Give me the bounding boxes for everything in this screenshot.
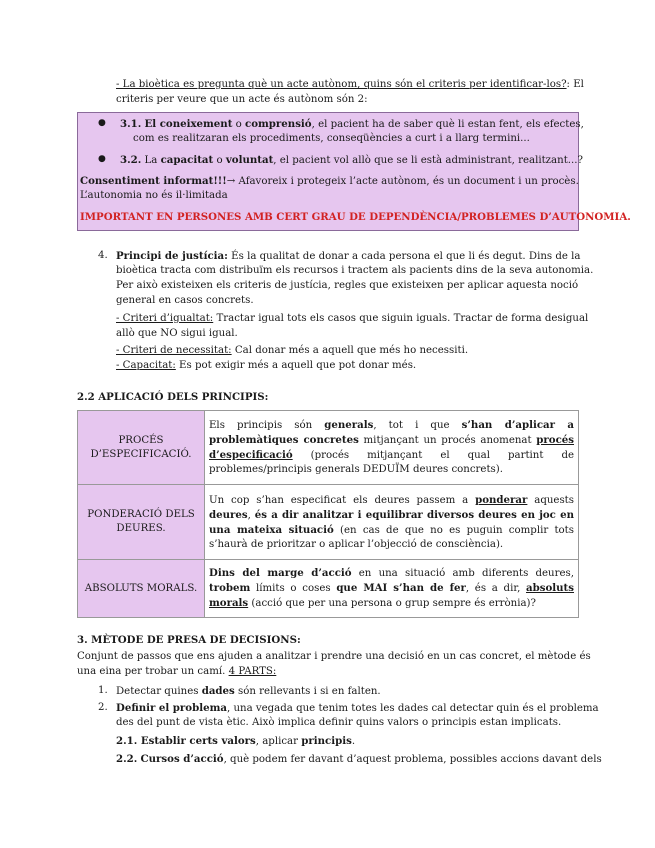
criterion-1-term: El coneixement — [144, 118, 233, 130]
section-2-2-title: 2.2 APLICACIÓ DELS PRINCIPIS: — [77, 391, 269, 403]
equality-criterion — [116, 312, 588, 326]
criterion-2-conj: o — [213, 155, 226, 166]
criterion-2-desc: , el pacient vol allò que se li està administrant, realitzant...? — [273, 155, 583, 166]
need-criterion-text: Cal donar més a aquell que més ho necessiti. — [231, 345, 469, 356]
section-3-title: 3. MÈTODE DE PRESA DE DECISIONS: — [77, 634, 301, 646]
step-text: , una vegada que tenim totes les dades cal detectar quin és el problema — [226, 703, 599, 714]
row-label: ABSOLUTS MORALS. — [78, 560, 205, 618]
important-warning: IMPORTANT EN PERSONES AMB CERT GRAU DE DEPENDÈNCIA/PROBLEMES D’AUTONOMIA. — [80, 211, 631, 223]
text-segment: límits o coses — [250, 583, 337, 594]
text-segment: , és a dir, — [465, 583, 527, 594]
substep-text: , aplicar — [255, 736, 302, 747]
row-label: PROCÉS D’ESPECIFICACIÓ. — [78, 411, 205, 485]
bold-term: és a dir analitzar i equilibrar diversos deures en joc en una mateixa situació — [209, 508, 574, 536]
capacity-criterion — [116, 359, 416, 373]
criterion-1-line-1 — [120, 117, 584, 132]
table-row — [78, 411, 579, 485]
substep-term: principis — [301, 735, 352, 747]
step-2-number: 2. — [98, 702, 108, 713]
equality-criterion-text: Tractar igual tots els casos que siguin iguals. Tractar de forma desigual — [213, 313, 589, 324]
section-3-intro-2 — [77, 665, 276, 679]
justice-number: 4. — [98, 250, 108, 261]
key-term: ponderar — [475, 493, 528, 506]
bullet-icon: ● — [98, 154, 106, 164]
text-segment: Els principis són — [209, 420, 325, 431]
substep-2-1 — [116, 734, 355, 749]
justice-line-4: general en casos concrets. — [116, 295, 254, 306]
substep-2-2 — [116, 752, 602, 767]
criterion-2-term: capacitat — [160, 154, 214, 166]
substep-term: valors — [221, 735, 256, 747]
bold-term: trobem — [209, 582, 251, 594]
informed-consent-desc: → Afavoreix i protegeix l’acte autònom, és un document i un procès. — [226, 176, 579, 187]
intro-question-rest: : El — [566, 79, 584, 90]
step-term: Definir el problema — [116, 702, 227, 714]
criterion-1-conj: o — [232, 119, 246, 130]
principles-application-table — [77, 410, 579, 618]
capacity-criterion-label: - Capacitat: — [116, 360, 176, 371]
step-1-number: 1. — [98, 685, 108, 696]
capacity-criterion-text: Es pot exigir més a aquell que pot donar més. — [175, 360, 417, 371]
criterion-1-term2: comprensió — [245, 118, 312, 130]
criterion-1-number: 3.1. — [120, 118, 142, 130]
key-term: procés d’especificació — [209, 434, 575, 461]
justice-text-1: És la qualitat de donar a cada persona el que li és degut. Dins de la — [227, 251, 581, 262]
substep-text: , què podem fer davant d’aquest problema, possibles accions davant dels — [223, 754, 602, 765]
substep-number: 2.2. — [116, 753, 138, 765]
bold-term: s’han d’aplicar a problemàtiques concretes — [209, 419, 575, 446]
need-criterion — [116, 344, 468, 358]
bold-term: generals — [324, 419, 374, 431]
step-2 — [116, 701, 599, 716]
intro-line-1 — [116, 78, 584, 92]
criterion-2-pre: La — [141, 155, 161, 166]
row-text — [205, 485, 579, 560]
bold-term: deures — [209, 508, 248, 521]
intro-text: una eina per trobar un camí. — [77, 666, 229, 677]
informed-consent-line — [80, 174, 579, 189]
step-term: dades — [201, 685, 235, 697]
text-segment: aquests — [527, 494, 574, 506]
informed-consent-term: Consentiment informat!!! — [80, 175, 227, 187]
key-term: absoluts morals — [209, 582, 574, 609]
bold-term: Dins del marge d’acció — [209, 567, 352, 579]
intro-line-2: criteris per veure que un acte és autònom són 2: — [116, 94, 368, 105]
text-segment: Un cop s’han especificat els deures passem a — [209, 494, 476, 506]
criterion-2-term2: voluntat — [225, 154, 274, 166]
intro-question: - La bioètica es pregunta què un acte autònom, quins són el criteris per identificar-los? — [116, 79, 567, 90]
bold-term: que MAI s’han de fer — [336, 582, 466, 594]
justice-title: Principi de justícia: — [116, 250, 228, 262]
criterion-2-line — [120, 153, 583, 168]
row-text — [205, 411, 579, 485]
table-row — [78, 560, 579, 618]
equality-criterion-line-2: allò que NO sigui igual. — [116, 328, 238, 339]
step-text: són rellevants i si en falten. — [234, 686, 381, 697]
text-segment: en una situació amb diferents deures, — [351, 568, 574, 579]
criterion-2-number: 3.2. — [120, 154, 142, 166]
text-segment: (acció que per una persona o grup sempre és errònia)? — [248, 598, 536, 609]
step-2-line-2: des del punt de vista ètic. Això implica definir quins valors o principis estan implicats. — [116, 717, 562, 728]
text-segment: , tot i que — [373, 420, 462, 431]
text-segment: (en cas de que no es puguin complir tots s’haurà de prioritzar o aplicar l’objecció de consciència). — [209, 524, 574, 550]
justice-line-2: bioètica tracta com distribuïm els recursos i tractem als pacients dins de la seva autonomia. — [116, 265, 594, 276]
substep-number: 2.1. — [116, 735, 138, 747]
substep-text: Establir certs — [137, 735, 222, 747]
justice-line-1 — [116, 249, 580, 264]
step-text: Detectar quines — [116, 686, 202, 697]
need-criterion-label: - Criteri de necessitat: — [116, 345, 232, 356]
row-label: PONDERACIÓ DELS DEURES. — [78, 485, 205, 560]
row-text — [205, 560, 579, 618]
section-3-intro-1: Conjunt de passos que ens ajuden a analitzar i prendre una decisió en un cas concret, el mètode és — [77, 651, 591, 662]
text-segment: , — [247, 509, 255, 521]
criterion-1-desc: , el pacient ha de saber què li estan fent, els efectes, — [311, 119, 584, 130]
substep-text: . — [351, 736, 356, 747]
justice-line-3: Per això existeixen els criteris de justícia, regles que existeixen per aplicar aquesta noció — [116, 280, 579, 291]
table-row — [78, 485, 579, 560]
bullet-icon: ● — [98, 118, 106, 128]
autonomy-limit-line: L’autonomia no és il·limitada — [80, 190, 228, 201]
equality-criterion-label: - Criteri d’igualtat: — [116, 313, 214, 324]
step-1 — [116, 684, 381, 699]
criterion-1-line-2: com es realitzaran els procediments, conseqüències a curt i a llarg termini... — [133, 133, 530, 144]
parts-count: 4 PARTS: — [228, 666, 277, 677]
text-segment: mitjançant un procés anomenat — [358, 435, 537, 446]
text-segment: (procés mitjançant el qual partint de problemes/principis generals DEDUÏM deures concrets). — [209, 450, 574, 475]
substep-term: Cursos d’acció — [140, 753, 224, 765]
